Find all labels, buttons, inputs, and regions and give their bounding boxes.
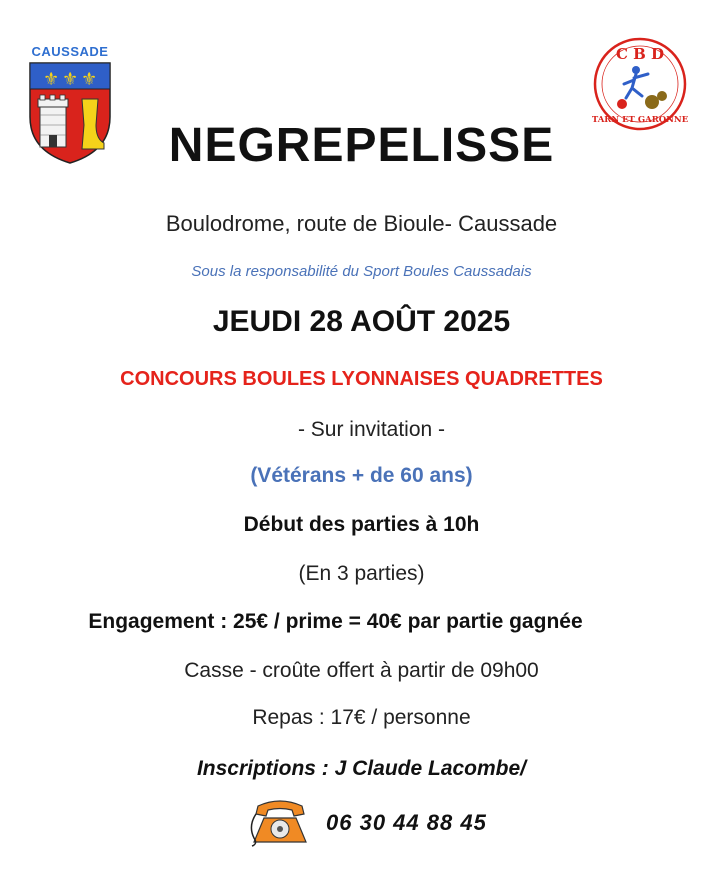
meal-price: Repas : 17€ / personne [252, 706, 471, 729]
phone-contact [248, 796, 487, 850]
start-time: Début des parties à 10h [243, 513, 480, 536]
engagement-fee: Engagement : 25€ / prime = 40€ par partie gagnée [88, 610, 583, 633]
event-date: JEUDI 28 AOÛT 2025 [212, 305, 511, 338]
svg-text:⚜: ⚜ [62, 69, 79, 90]
coat-of-arms-label: CAUSSADE [31, 44, 109, 59]
phone-number: 06 30 44 88 45 [326, 810, 487, 835]
svg-text:⚜: ⚜ [43, 69, 60, 90]
telephone-icon [248, 798, 312, 848]
responsibility-note: Sous la responsabilité du Sport Boules Caussadais [191, 263, 532, 280]
casse-croute-note: Casse - croûte offert à partir de 09h00 [184, 659, 539, 682]
cbd-logo-top-text: C B D [615, 45, 665, 63]
registration-contact: Inscriptions : J Claude Lacombe/ [196, 757, 527, 780]
svg-text:⚜: ⚜ [81, 69, 98, 90]
contest-name: CONCOURS BOULES LYONNAISES QUADRETTES [120, 368, 603, 390]
venue-address: Boulodrome, route de Bioule- Caussade [165, 211, 558, 236]
invitation-note: - Sur invitation - [297, 418, 446, 441]
page-title: NEGREPELISSE [168, 119, 555, 172]
number-of-parts: (En 3 parties) [298, 562, 425, 585]
cbd-logo-bottom-text: TARN ET GARONNE [592, 115, 688, 125]
veterans-note: (Vétérans + de 60 ans) [250, 464, 473, 487]
